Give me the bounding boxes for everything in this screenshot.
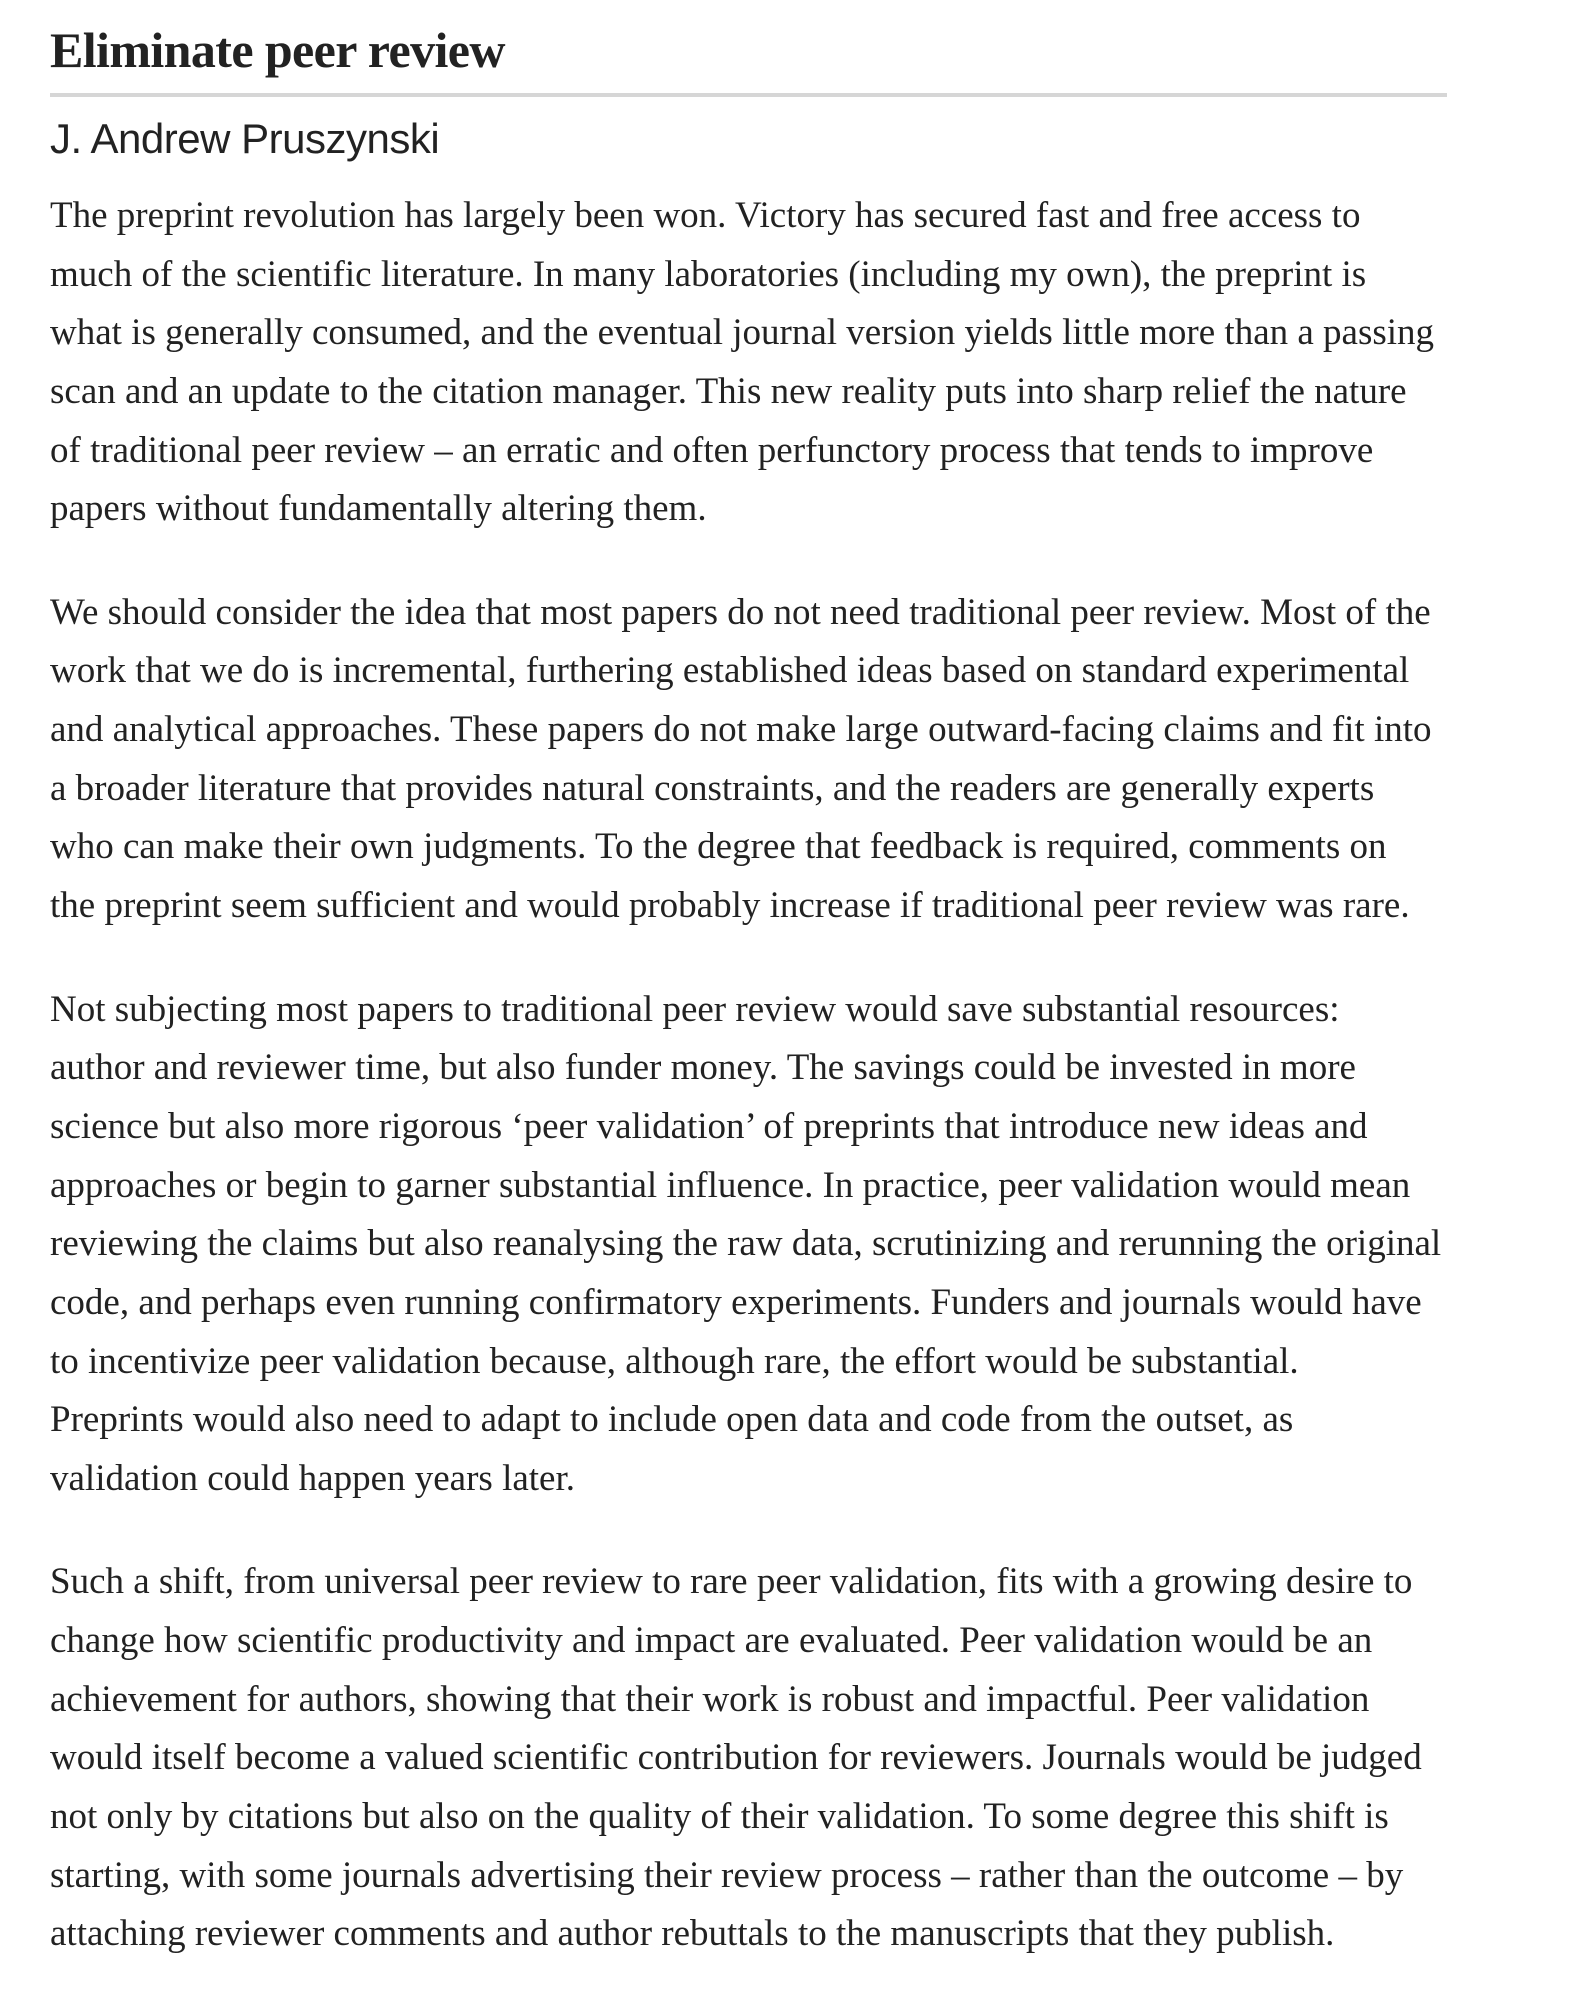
text-line: reviewing the claims but also reanalysing the raw data, scrutinizing and rerunning the original: [50, 1223, 1442, 1265]
text-line: code, and perhaps even running confirmatory experiments. Funders and journals would have: [50, 1281, 1422, 1323]
text-line: The preprint revolution has largely been won. Victory has secured fast and free access to: [50, 195, 1361, 236]
text-line: much of the scientific literature. In many laboratories (including my own), the preprint is: [50, 253, 1367, 295]
text-line: who can make their own judgments. To the degree that feedback is required, comments on: [50, 826, 1387, 868]
text-line: a broader literature that provides natural constraints, and the readers are generally experts: [50, 767, 1375, 809]
text-line: approaches or begin to garner substantial influence. In practice, peer validation would mean: [50, 1164, 1411, 1206]
article-title: Eliminate peer review: [50, 22, 505, 78]
text-line: change how scientific productivity and impact are evaluated. Peer validation would be an: [50, 1620, 1373, 1662]
text-line: science but also more rigorous ‘peer validation’ of preprints that introduce new ideas and: [50, 1105, 1368, 1147]
article-body: [50, 187, 1447, 2009]
text-line: validation could happen years later.: [50, 1457, 576, 1499]
title-divider: [50, 93, 1447, 97]
text-line: the preprint seem sufficient and would probably increase if traditional peer review was rare.: [50, 885, 1410, 927]
text-line: of traditional peer review – an erratic and often perfunctory process that tends to improve: [50, 429, 1374, 471]
text-line: We should consider the idea that most papers do not need traditional peer review. Most of the: [50, 591, 1431, 633]
text-line: Preprints would also need to adapt to include open data and code from the outset, as: [50, 1399, 1294, 1441]
text-line: starting, with some journals advertising their review process – rather than the outcome – by: [50, 1854, 1404, 1896]
text-line: Such a shift, from universal peer review to rare peer validation, fits with a growing desire to: [50, 1561, 1413, 1603]
paragraph-4: [50, 1553, 1447, 1963]
text-line: Not subjecting most papers to traditional peer review would save substantial resources:: [50, 988, 1340, 1030]
text-line: scan and an update to the citation manager. This new reality puts into sharp relief the nature: [50, 370, 1407, 412]
text-line: author and reviewer time, but also funder money. The savings could be invested in more: [50, 1047, 1356, 1089]
text-line: not only by citations but also on the quality of their validation. To some degree this shift is: [50, 1796, 1389, 1838]
text-line: papers without fundamentally altering them.: [50, 488, 707, 530]
paragraph-1: [50, 187, 1447, 539]
text-line: would itself become a valued scientific contribution for reviewers. Journals would be judged: [50, 1737, 1422, 1779]
article-author: J. Andrew Pruszynski: [50, 115, 440, 162]
text-line: achievement for authors, showing that their work is robust and impactful. Peer validation: [50, 1678, 1370, 1720]
text-line: work that we do is incremental, furthering established ideas based on standard experimental: [50, 650, 1410, 692]
paragraph-3: [50, 981, 1447, 1509]
text-line: what is generally consumed, and the eventual journal version yields little more than a passing: [50, 312, 1435, 354]
text-line: to incentivize peer validation because, although rare, the effort would be substantial.: [50, 1340, 1299, 1382]
text-line: and analytical approaches. These papers do not make large outward-facing claims and fit into: [50, 709, 1432, 751]
text-line: attaching reviewer comments and author rebuttals to the manuscripts that they publish.: [50, 1913, 1335, 1955]
paragraph-2: [50, 584, 1447, 936]
